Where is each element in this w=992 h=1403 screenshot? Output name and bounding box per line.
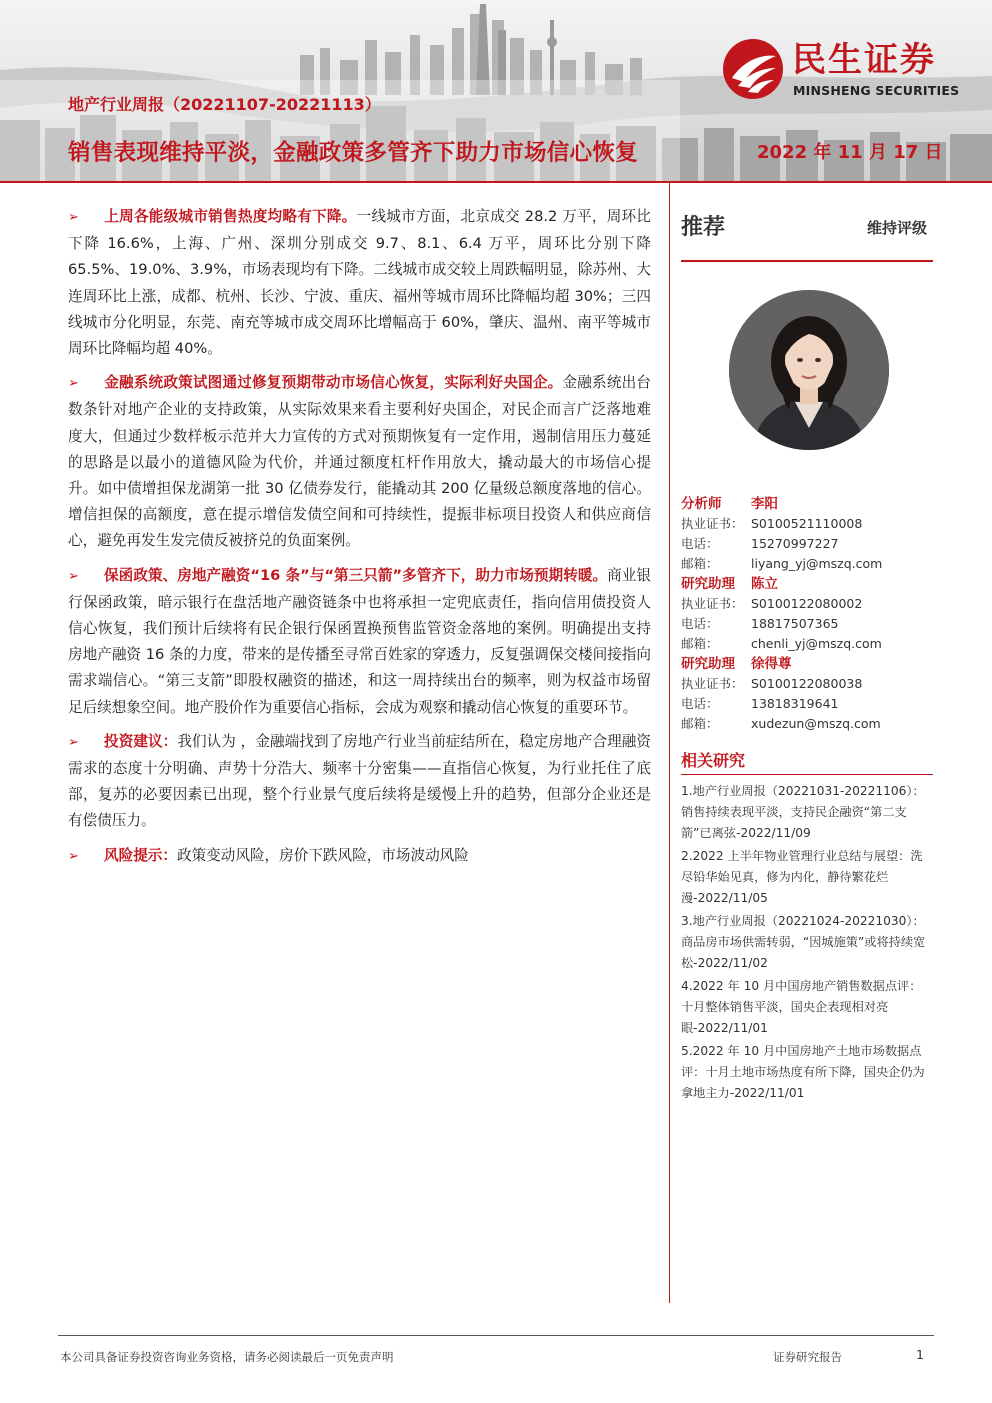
page-number: 1 bbox=[916, 1347, 924, 1362]
logo-english-name: MINSHENG SECURITIES bbox=[793, 83, 960, 98]
bullet-icon: ➢ bbox=[68, 210, 79, 225]
report-type: 地产行业周报（20221107-20221113） bbox=[68, 95, 381, 114]
summary-paragraph-financial-policy bbox=[68, 370, 651, 554]
related-research-item[interactable]: 1.地产行业周报（20221031-20221106）：销售持续表现平淡，支持民企融资“第二支箭”已离弦-2022/11/09 bbox=[681, 784, 925, 840]
portrait-image bbox=[729, 290, 889, 450]
analyst-card bbox=[681, 574, 933, 654]
bullet-icon: ➢ bbox=[68, 376, 79, 392]
bullet-icon: ➢ bbox=[68, 848, 79, 864]
related-research-item[interactable]: 5.2022 年 10 月中国房地产土地市场数据点评：十月土地市场热度有所下降，国央企仍为拿地主力-2022/11/01 bbox=[681, 1044, 925, 1100]
footer-disclaimer: 本公司具备证券投资咨询业务资格，请务必阅读最后一页免责声明 bbox=[60, 1350, 394, 1364]
logo-chinese-name: 民生证券 bbox=[792, 40, 936, 80]
email-label: 邮箱： bbox=[681, 556, 719, 571]
email-label: 邮箱： bbox=[681, 716, 719, 731]
paragraph-body: 一线城市方面，北京成交 28.2 万平，周环比下降 16.6%，上海、广州、深圳分别成交 9.7、8.1、6.4 万平，周环比分别下降 65.5%、19.0%、3.9%，市场表现均有下降。二线城市成交较上周跌幅明显，除苏州、大连周环比上涨，成都、杭州、长沙、宁波、重庆、福州等城市周环比降幅均超 30%；三四线城市分化明显，东莞、南充等城市成交周环比增幅高于 60%，肇庆、温州、南平等城市周环比降幅均超 40%。 bbox=[68, 208, 651, 358]
sidebar bbox=[681, 204, 933, 1106]
email-address[interactable]: liyang_yj@mszq.com bbox=[751, 556, 883, 571]
email-label: 邮箱： bbox=[681, 636, 719, 651]
related-research-list bbox=[681, 781, 933, 1104]
bullet-icon: ➢ bbox=[68, 568, 79, 584]
related-divider bbox=[681, 774, 933, 775]
footer-divider bbox=[58, 1335, 934, 1336]
summary-section bbox=[68, 204, 651, 878]
analyst-role: 分析师 bbox=[681, 496, 722, 512]
rating-value: 推荐 bbox=[681, 215, 726, 240]
paragraph-lead: 上周各能级城市销售热度均略有下降。 bbox=[104, 208, 357, 225]
summary-paragraph-investment-advice bbox=[68, 729, 651, 835]
analyst-list bbox=[681, 494, 933, 734]
rating-status: 维持评级 bbox=[866, 219, 927, 237]
paragraph-lead: 保函政策、房地产融资“16 条”与“第三只箭”多管齐下，助力市场预期转暖。 bbox=[104, 566, 608, 584]
column-divider bbox=[669, 183, 670, 1303]
analyst-role: 研究助理 bbox=[681, 576, 735, 592]
cert-number: S0100521110008 bbox=[751, 516, 863, 531]
related-research-item[interactable]: 4.2022 年 10 月中国房地产销售数据点评：十月整体销售平淡，国央企表现相对亮眼-2022/11/01 bbox=[681, 979, 922, 1035]
cert-number: S0100122080002 bbox=[751, 596, 863, 611]
analyst-name: 李阳 bbox=[751, 496, 778, 512]
header-banner bbox=[0, 0, 992, 182]
analyst-role: 研究助理 bbox=[681, 656, 735, 672]
paragraph-lead: 风险提示： bbox=[104, 846, 177, 864]
phone-label: 电话： bbox=[681, 696, 719, 711]
bullet-icon: ➢ bbox=[68, 734, 79, 750]
related-research-item[interactable]: 2.2022 上半年物业管理行业总结与展望：洗尽铅华始见真，修为内化，静待繁花烂漫-2022/11/05 bbox=[681, 849, 923, 905]
analyst-photo-block bbox=[681, 262, 933, 494]
summary-paragraph-guarantee-policy bbox=[68, 563, 651, 721]
report-title: 销售表现维持平淡，金融政策多管齐下助力市场信心恢复 bbox=[68, 140, 639, 166]
email-address[interactable]: chenli_yj@mszq.com bbox=[751, 636, 882, 651]
related-research-title: 相关研究 bbox=[681, 751, 746, 770]
analyst-name: 徐得尊 bbox=[751, 656, 792, 672]
analyst-card bbox=[681, 494, 933, 574]
phone-label: 电话： bbox=[681, 536, 719, 551]
paragraph-body: 金融系统出台数条针对地产企业的支持政策，从实际效果来看主要利好央国企，对民企而言广泛落地难度大，但通过少数样板示范并大力宣传的方式对预期恢复有一定作用，遏制信用压力蔓延的思路是以最小的道德风险为代价，并通过额度杠杆作用放大，撬动最大的市场信心提升。如中债增担保龙湖第一批 30 亿债券发行，能撬动其 200 亿量级总额度落地的信心。增信担保的高额度，意在提示增信发债空间和可持续性，提振非标项目投资人和供应商信心，避免再发生发完债反被挤兑的负面案例。 bbox=[68, 374, 651, 550]
paragraph-body: 商业银行保函政策，暗示银行在盘活地产融资链条中也将承担一定兜底责任，指向信用债投资人信心恢复，我们预计后续将有民企银行保函置换预售监管资金落地的案例。明确提出支持房地产融资 16 条的力度，带来的是传播至寻常百姓家的穿透力，反复强调保交楼间接指向需求端信心。“第三支箭”即股权融资的描述，和这一周持续出台的频率，则为权益市场留足后续想象空间。地产股价作为重要信心指标，会成为观察和撬动信心恢复的重要环节。 bbox=[68, 566, 651, 716]
phone-number: 15270997227 bbox=[751, 536, 839, 551]
phone-label: 电话： bbox=[681, 616, 719, 631]
rating-block bbox=[681, 204, 933, 260]
analyst-card bbox=[681, 654, 933, 734]
phone-number: 18817507365 bbox=[751, 616, 839, 631]
cert-label: 执业证书： bbox=[681, 596, 744, 611]
paragraph-body: 我们认为 ，金融端找到了房地产行业当前症结所在，稳定房地产合理融资需求的态度十分明确、声势十分浩大、频率十分密集——直指信心恢复，为行业托住了底部，复苏的必要因素已出现，整个行业景气度后续将是缓慢上升的趋势，但部分企业还是有偿债压力。 bbox=[68, 732, 651, 830]
cert-number: S0100122080038 bbox=[751, 676, 863, 691]
analyst-name: 陈立 bbox=[751, 576, 778, 592]
cert-label: 执业证书： bbox=[681, 676, 744, 691]
logo-mark-icon bbox=[722, 38, 784, 100]
paragraph-lead: 金融系统政策试图通过修复预期带动市场信心恢复，实际利好央国企。 bbox=[104, 374, 563, 392]
email-address[interactable]: xudezun@mszq.com bbox=[751, 716, 881, 731]
paragraph-body: 政策变动风险，房价下跌风险，市场波动风险 bbox=[176, 846, 469, 864]
summary-paragraph-sales bbox=[68, 204, 651, 362]
related-research-item[interactable]: 3.地产行业周报（20221024-20221030）：商品房市场供需转弱，“因城施策”或将持续宽松-2022/11/02 bbox=[681, 914, 926, 970]
footer-doc-type: 证券研究报告 bbox=[773, 1350, 842, 1364]
summary-paragraph-risk bbox=[68, 843, 651, 870]
minsheng-logo bbox=[722, 38, 962, 102]
paragraph-lead: 投资建议： bbox=[104, 732, 178, 750]
header-divider bbox=[0, 181, 992, 183]
analyst-photo bbox=[729, 290, 889, 450]
report-date: 2022 年 11 月 17 日 bbox=[757, 142, 943, 163]
phone-number: 13818319641 bbox=[751, 696, 839, 711]
cert-label: 执业证书： bbox=[681, 516, 744, 531]
